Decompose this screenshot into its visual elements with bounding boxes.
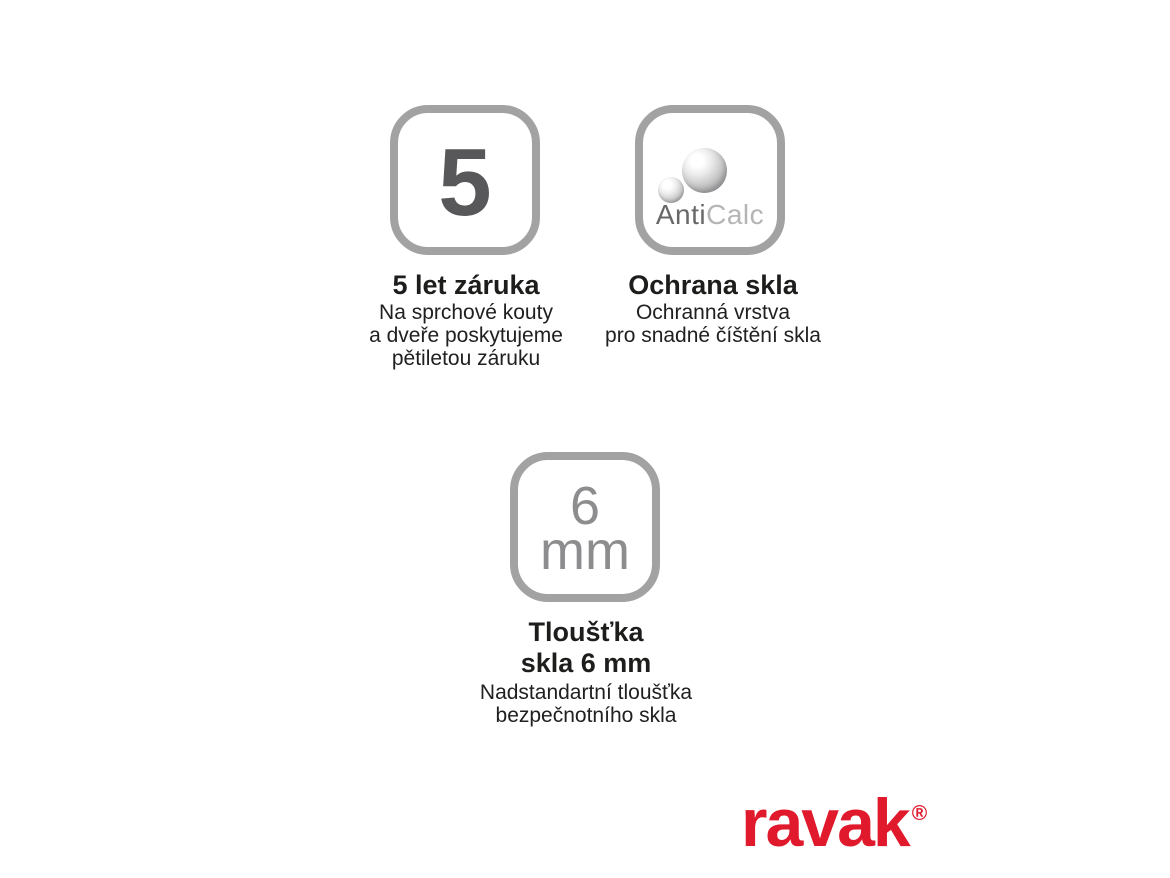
- warranty-description-line: pětiletou záruku: [391, 347, 541, 370]
- anticalc-wordmark-light: Calc: [706, 199, 765, 230]
- glass-thickness-number: 6: [569, 476, 601, 536]
- warranty-badge: [390, 105, 540, 255]
- glass-thickness-description-line: bezpečnotního skla: [495, 704, 677, 727]
- anticalc-title: Ochrana skla: [628, 270, 798, 300]
- warranty-number: 5: [438, 129, 492, 236]
- warranty-description-line: Na sprchové kouty: [379, 301, 553, 324]
- ravak-logo: [741, 785, 928, 861]
- glass-thickness-description-line: Nadstandartní tloušťka: [479, 681, 693, 704]
- glass-thickness-value: [540, 476, 630, 581]
- warranty-description: [326, 301, 606, 370]
- registered-trademark-icon: ®: [911, 802, 928, 825]
- water-drop-large-icon: [682, 148, 727, 193]
- glass-thickness-title-line: Tloušťka: [528, 617, 644, 647]
- anticalc-description-line: Ochranná vrstva: [635, 301, 791, 324]
- warranty-description-line: a dveře poskytujeme: [369, 324, 563, 347]
- anticalc-description-line: pro snadné číštění skla: [605, 324, 821, 347]
- glass-thickness-description: [446, 681, 726, 727]
- glass-thickness-title-line: skla 6 mm: [520, 648, 652, 678]
- anticalc-wordmark-dark: Anti: [655, 199, 707, 230]
- anticalc-description: [573, 301, 853, 347]
- anticalc-wordmark: [643, 201, 777, 229]
- ravak-logo-text: ravak: [741, 785, 909, 861]
- warranty-title: 5 let záruka: [392, 270, 540, 300]
- glass-thickness-badge: [510, 452, 660, 602]
- glass-thickness-unit: mm: [540, 521, 630, 581]
- glass-thickness-title: [456, 617, 716, 679]
- anticalc-badge: [635, 105, 785, 255]
